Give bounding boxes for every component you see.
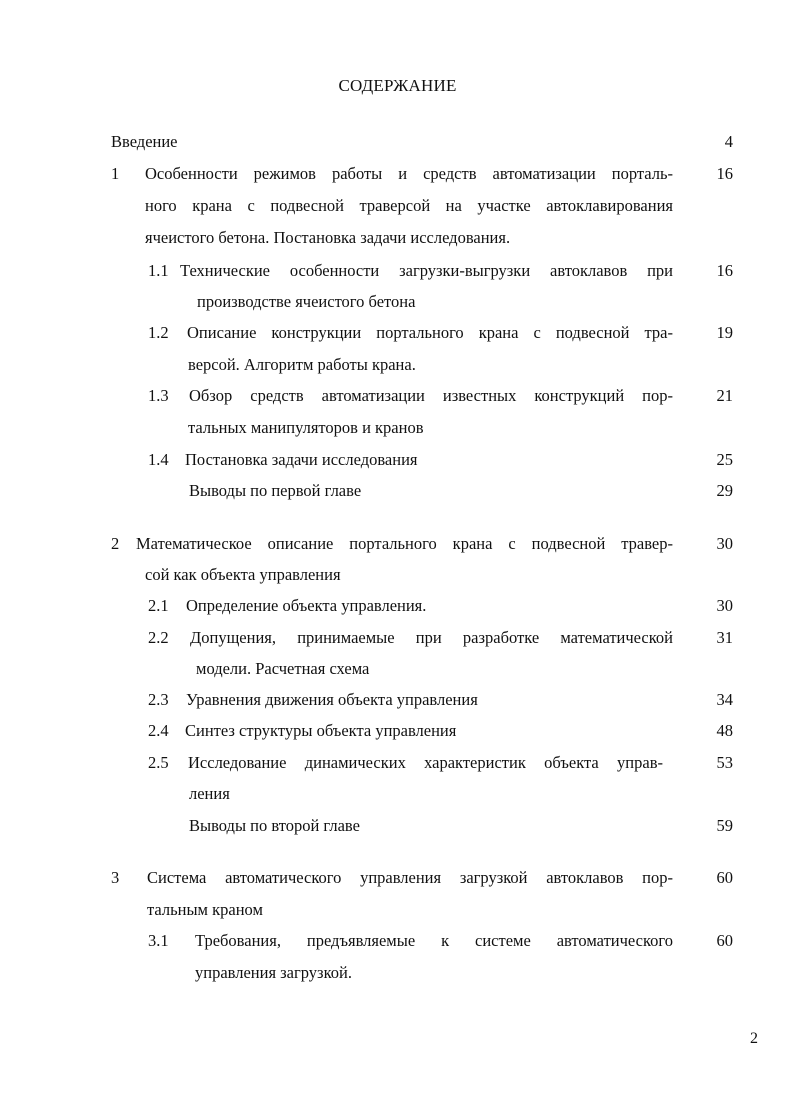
toc-page-number: 4: [724, 132, 733, 151]
page-title: СОДЕРЖАНИЕ: [338, 76, 457, 95]
toc-entry-title-line: Технические особенности загрузки-выгрузки автоклавов при: [180, 261, 673, 280]
toc-entry-title-line: Допущения, принимаемые при разработке математической: [190, 628, 673, 647]
toc-page-number: 60: [716, 868, 733, 887]
toc-entry-title-line: Система автоматического управления загрузкой автоклавов пор-: [147, 868, 673, 887]
toc-entry-title-line: модели. Расчетная схема: [196, 659, 370, 678]
toc-entry-title-line: Исследование динамических характеристик объекта управ-: [188, 753, 663, 772]
toc-entry-title-line: тальным краном: [147, 900, 263, 919]
toc-page-number: 29: [716, 481, 733, 500]
toc-page-number: 31: [716, 628, 733, 647]
toc-page-number: 30: [716, 534, 733, 553]
toc-page-number: 19: [716, 323, 733, 342]
toc-entry-title-line: Определение объекта управления.: [186, 596, 427, 615]
toc-entry-number: 2: [111, 534, 120, 553]
toc-entry-title: Введение: [111, 132, 178, 151]
toc-page-number: 16: [716, 164, 733, 183]
toc-page-number: 16: [716, 261, 733, 280]
toc-page-number: 34: [716, 690, 733, 709]
toc-entry-number: 1.3: [148, 386, 169, 405]
toc-entry-title-line: версой. Алгоритм работы крана.: [188, 355, 416, 374]
toc-entry-number: 3: [111, 868, 120, 887]
toc-page-number: 25: [716, 450, 733, 469]
toc-entry-title-line: Описание конструкции портального крана с подвесной тра-: [187, 323, 673, 342]
toc-entry-title-line: ного крана с подвесной траверсой на участке автоклавирования: [145, 196, 673, 215]
toc-entry-number: 1: [111, 164, 120, 183]
toc-entry-number: 2.4: [148, 721, 169, 740]
toc-entry-title-line: тальных манипуляторов и кранов: [188, 418, 424, 437]
toc-entry-title-line: Синтез структуры объекта управления: [185, 721, 457, 740]
toc-entry-title-line: ячеистого бетона. Постановка задачи исследования.: [145, 228, 511, 247]
toc-page-number: 48: [716, 721, 733, 740]
toc-entry-title-line: Выводы по второй главе: [189, 816, 360, 835]
toc-entry-number: 2.2: [148, 628, 169, 647]
toc-entry-title-line: Постановка задачи исследования: [185, 450, 418, 469]
toc-page-number: 60: [716, 931, 733, 950]
toc-entry-title-line: производстве ячеистого бетона: [197, 292, 416, 311]
page-number: 2: [750, 1030, 758, 1047]
toc-page-number: 59: [716, 816, 733, 835]
toc-entry-title-line: управления загрузкой.: [195, 963, 352, 982]
toc-entry-title-line: ления: [189, 784, 230, 803]
toc-entry-title-line: Особенности режимов работы и средств автоматизации порталь-: [145, 164, 673, 183]
toc-entry-number: 3.1: [148, 931, 169, 950]
toc-entry-title-line: Уравнения движения объекта управления: [186, 690, 478, 709]
toc-entry-title-line: Обзор средств автоматизации известных конструкций пор-: [189, 386, 673, 405]
toc-entry-number: 1.2: [148, 323, 169, 342]
toc-page-number: 21: [716, 386, 733, 405]
toc-entry-number: 2.1: [148, 596, 169, 615]
toc-page-number: 53: [716, 753, 733, 772]
toc-entry-title-line: сой как объекта управления: [145, 565, 341, 584]
toc-entry-number: 2.3: [148, 690, 169, 709]
toc-entry-number: 1.1: [148, 261, 169, 280]
toc-entry-title-line: Выводы по первой главе: [189, 481, 362, 500]
toc-entry-title-line: Требования, предъявляемые к системе автоматического: [195, 931, 673, 950]
toc-entry-number: 1.4: [148, 450, 169, 469]
toc-entry-intro: [111, 132, 178, 152]
toc-entry-title-line: Математическое описание портального крана с подвесной травер-: [136, 534, 673, 553]
toc-page-number: 30: [716, 596, 733, 615]
toc-entry-number: 2.5: [148, 753, 169, 772]
